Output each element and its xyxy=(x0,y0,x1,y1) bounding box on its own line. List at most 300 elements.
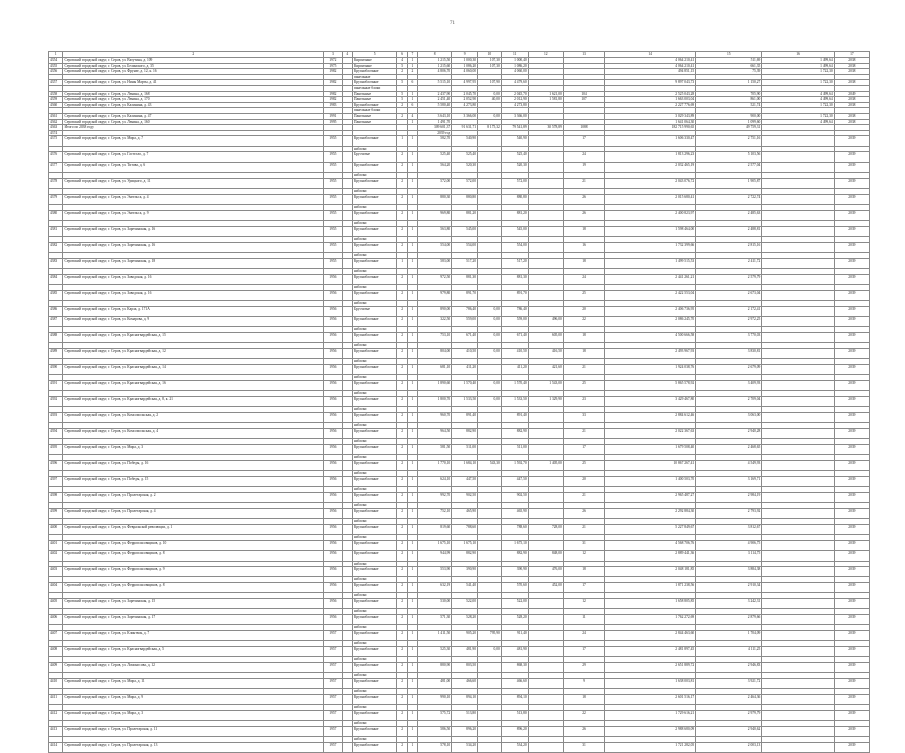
table-cell xyxy=(342,258,352,268)
table-cell: 5 xyxy=(397,91,407,97)
table-cell: 2 xyxy=(397,726,407,736)
table-cell: 2 xyxy=(397,508,407,518)
table-cell xyxy=(762,162,834,172)
table-row xyxy=(49,364,870,374)
table-cell: 25 xyxy=(563,380,604,390)
table-cell: 2 965 487,27 xyxy=(605,492,696,502)
table-cell: 2 437,90 xyxy=(418,91,452,97)
table-cell: 564,20 xyxy=(418,162,452,172)
table-cell: 1 xyxy=(407,258,417,268)
table-cell: 4357 xyxy=(49,80,63,86)
table-cell: Серовский городской округ, г. Серов, ул. Нины Марты, д. 41 xyxy=(63,80,324,86)
table-row xyxy=(49,242,870,252)
table-cell: 2 xyxy=(397,348,407,358)
table-cell: 520,30 xyxy=(452,162,478,172)
table-cell: 880,80 xyxy=(452,194,478,204)
table-cell: 5 865 578,92 xyxy=(605,380,696,390)
table-cell: 2039 xyxy=(834,726,869,736)
table-cell: 1 543,00 xyxy=(528,380,563,390)
table-cell: Серовский городской округ, г. Серов, ул. Ленина, д. 160 xyxy=(63,119,324,125)
table-cell xyxy=(762,316,834,326)
table-cell: 753,10 xyxy=(418,332,452,342)
table-cell xyxy=(762,678,834,688)
table-cell xyxy=(528,726,563,736)
table-cell: 1991 xyxy=(324,113,343,119)
table-cell: 2 xyxy=(397,599,407,609)
table-cell: наблоки xyxy=(352,173,396,179)
table-cell: 4 499,64 xyxy=(762,119,834,125)
table-cell: 1955 xyxy=(324,136,343,146)
table-cell: 2 xyxy=(397,583,407,593)
table-cell: 543,30 xyxy=(478,460,502,470)
table-cell: 2 940,62 xyxy=(696,726,762,736)
table-cell xyxy=(342,567,352,577)
table-cell: 896,20 xyxy=(501,726,528,736)
table-cell xyxy=(478,663,502,673)
table-cell: 2 979,79 xyxy=(696,710,762,720)
table-cell: 4381 xyxy=(49,226,63,236)
table-cell: 1 xyxy=(397,258,407,268)
table-cell: 2039 xyxy=(834,540,869,550)
table-cell xyxy=(528,742,563,752)
table-cell: 1956 xyxy=(324,306,343,316)
table-cell: 4 xyxy=(397,58,407,64)
table-cell: 1955 xyxy=(324,210,343,220)
table-cell: 4385 xyxy=(49,290,63,300)
table-cell: 530,00 xyxy=(418,599,452,609)
table-cell: 2 946,83 xyxy=(696,663,762,673)
table-cell: 2039 xyxy=(834,678,869,688)
table-cell: 2 xyxy=(397,524,407,534)
table-cell: Серовский городской округ, г. Серов, ул. Победы, д. 16 xyxy=(63,460,324,470)
table-cell: 1956 xyxy=(324,332,343,342)
table-cell xyxy=(528,194,563,204)
table-cell: 1 722,30 xyxy=(762,80,834,86)
table-cell: 1 086,20 xyxy=(452,63,478,69)
table-cell: 1 xyxy=(407,663,417,673)
table-cell: 2 xyxy=(397,615,407,625)
table-row xyxy=(49,599,870,609)
table-cell: Крупноблочные xyxy=(352,69,396,75)
table-cell: 1 xyxy=(407,91,417,97)
table-cell: 2 844 463,60 xyxy=(605,631,696,641)
table-cell: 513,80 xyxy=(452,710,478,720)
table-cell xyxy=(342,583,352,593)
table-cell: 1 215,60 xyxy=(418,63,452,69)
table-cell: 2039 xyxy=(834,460,869,470)
table-cell: 1 xyxy=(407,678,417,688)
table-cell xyxy=(478,210,502,220)
table-cell: 896,20 xyxy=(452,726,478,736)
table-cell: Серовский городской округ, г. Серов, ул. Ферропласовщиков, д. 9 xyxy=(63,567,324,577)
table-cell: 2039 xyxy=(834,599,869,609)
table-cell: 2039 xyxy=(834,396,869,406)
table-cell: 0,00 xyxy=(478,316,502,326)
table-cell xyxy=(478,508,502,518)
table-cell: 3 643,10 xyxy=(418,113,452,119)
table-cell: 6 xyxy=(407,80,417,86)
table-cell: 1 xyxy=(407,210,417,220)
table-cell xyxy=(342,380,352,390)
table-cell: 4379 xyxy=(49,194,63,204)
table-cell: Серовский городской округ, г. Серов, ул. Клинтвоя, д. 7 xyxy=(63,631,324,641)
table-cell: Серовский городской округ, г. Серов, ул. Заречинская, д. 16 xyxy=(63,242,324,252)
table-cell xyxy=(762,226,834,236)
table-cell: 4377 xyxy=(49,162,63,172)
table-cell: 681,10 xyxy=(418,364,452,374)
table-cell: 1 xyxy=(407,694,417,704)
table-cell: 882,90 xyxy=(501,428,528,438)
table-cell: 17 xyxy=(563,136,604,146)
table-cell: 2039 xyxy=(834,226,869,236)
table-cell: 1 xyxy=(407,710,417,720)
table-cell: 21 xyxy=(563,428,604,438)
table-cell: наблоки xyxy=(352,625,396,631)
column-header: 3 xyxy=(324,52,343,58)
table-cell: 2039 xyxy=(834,412,869,422)
table-cell: 881,20 xyxy=(501,210,528,220)
table-cell: 2 xyxy=(397,412,407,422)
table-cell: 3 366,00 xyxy=(501,113,528,119)
table-cell: 0,00 xyxy=(478,113,502,119)
table-cell xyxy=(762,178,834,188)
table-cell: 2 022 367,63 xyxy=(605,428,696,438)
table-cell: 1 xyxy=(407,742,417,752)
table-cell: 4412 xyxy=(49,710,63,720)
table-cell: Крупноблочные xyxy=(352,242,396,252)
table-cell: 624,10 xyxy=(418,476,452,486)
table-cell: 411,20 xyxy=(501,364,528,374)
table-cell: 1 722,30 xyxy=(762,113,834,119)
table-cell xyxy=(478,290,502,300)
table-cell: 4382 xyxy=(49,242,63,252)
table-cell: 2 xyxy=(397,316,407,326)
table-cell: 1 xyxy=(407,631,417,641)
table-cell: 3 884,38 xyxy=(696,567,762,577)
table-cell: 19 xyxy=(563,162,604,172)
table-cell: 0,00 xyxy=(478,348,502,358)
table-cell: 91 631,71 xyxy=(452,125,478,131)
table-cell: 2 910,34 xyxy=(696,583,762,593)
table-cell: 1 xyxy=(407,508,417,518)
table-cell: 1 813 296,23 xyxy=(605,152,696,162)
table-cell: 1956 xyxy=(324,567,343,577)
table-cell: Крупноблочные xyxy=(352,678,396,688)
table-cell: 2 984,19 xyxy=(696,492,762,502)
table-cell: 17 xyxy=(563,647,604,657)
table-cell: 0,00 xyxy=(478,306,502,316)
table-cell xyxy=(342,444,352,454)
table-cell: Крупноблочные xyxy=(352,194,396,204)
table-cell xyxy=(528,306,563,316)
column-header: 5 xyxy=(352,52,396,58)
table-cell: Итого по 2038 году xyxy=(63,125,324,131)
table-cell: Серовский городской округ, г. Серов, ул. Гастелло, д. 7 xyxy=(63,152,324,162)
table-cell: 1 722,30 xyxy=(762,102,834,108)
table-cell: 3 029 343,89 xyxy=(605,113,696,119)
table-cell: 1956 xyxy=(324,428,343,438)
table-cell: 481,90 xyxy=(452,647,478,657)
table-cell: Серовский городской округ, г. Серов, ул. Комсомольская, д. 2 xyxy=(63,412,324,422)
table-cell: 1995 xyxy=(324,119,343,125)
column-header: 10 xyxy=(478,52,502,58)
table-cell: 881,30 xyxy=(452,274,478,284)
table-row xyxy=(49,631,870,641)
table-cell: 4392 xyxy=(49,396,63,406)
table-cell: 788,60 xyxy=(452,524,478,534)
table-cell: 578,10 xyxy=(418,742,452,752)
table-cell: 1 xyxy=(407,332,417,342)
table-cell xyxy=(528,615,563,625)
table-cell: 891,40 xyxy=(501,412,528,422)
table-cell: 2 525 043,28 xyxy=(605,91,696,97)
table-cell: 1 499,64 xyxy=(762,58,834,64)
table-cell: 4401 xyxy=(49,540,63,550)
table-cell xyxy=(342,162,352,172)
table-cell: 522,00 xyxy=(452,599,478,609)
table-cell: 2 651 889,72 xyxy=(605,663,696,673)
table-cell: 902,50 xyxy=(452,492,478,502)
table-cell: 2038 xyxy=(834,69,869,75)
table-cell: 2039 xyxy=(834,178,869,188)
table-cell: 3 114,75 xyxy=(696,551,762,561)
table-cell: 4378 xyxy=(49,178,63,188)
table-cell: 1956 xyxy=(324,396,343,406)
table-cell: 2039 xyxy=(834,210,869,220)
table-cell xyxy=(762,694,834,704)
table-cell: 2 xyxy=(397,242,407,252)
table-cell xyxy=(528,444,563,454)
table-cell: 4398 xyxy=(49,492,63,502)
table-cell: 2039 xyxy=(834,476,869,486)
table-cell: 881,20 xyxy=(452,210,478,220)
table-cell: 891,40 xyxy=(452,412,478,422)
table-cell: 1 924 038,76 xyxy=(605,364,696,374)
table-cell: 5 515,10 xyxy=(418,80,452,86)
table-cell xyxy=(762,290,834,300)
table-cell: 891,70 xyxy=(501,290,528,300)
table-cell xyxy=(528,647,563,657)
table-cell: 2 481 897,45 xyxy=(605,647,696,657)
table-cell: 545,00 xyxy=(452,226,478,236)
table-cell xyxy=(478,726,502,736)
table-cell: 2039 год xyxy=(418,130,452,136)
table-cell: Крупноблочные xyxy=(352,348,396,358)
table-cell: Крупноблочные xyxy=(352,551,396,561)
table-cell xyxy=(342,460,352,470)
table-cell: 894,10 xyxy=(501,694,528,704)
table-cell: 465,90 xyxy=(452,508,478,518)
table-cell xyxy=(528,258,563,268)
table-cell: 2 579,79 xyxy=(696,274,762,284)
table-cell: 4 060,00 xyxy=(501,69,528,75)
table-cell: 541,40 xyxy=(452,583,478,593)
table-cell: наблоки xyxy=(352,487,396,493)
table-cell xyxy=(478,136,502,146)
table-cell: 788,60 xyxy=(501,524,528,534)
table-cell: 4 479,60 xyxy=(501,80,528,86)
table-cell: 4397 xyxy=(49,476,63,486)
table-cell: 5 xyxy=(397,63,407,69)
table-cell: Серовский городской округ, г. Серов, ул. Титова, д. 6 xyxy=(63,162,324,172)
table-cell xyxy=(528,631,563,641)
table-row xyxy=(49,678,870,688)
table-cell: 1982 xyxy=(324,80,343,86)
table-row xyxy=(49,476,870,486)
table-cell: 4354 xyxy=(49,58,63,64)
table-cell: 2 673,04 xyxy=(696,290,762,300)
table-cell: 1982 xyxy=(324,91,343,97)
table-cell: 882,90 xyxy=(452,551,478,561)
table-cell xyxy=(478,194,502,204)
table-cell xyxy=(342,710,352,720)
table-cell xyxy=(478,599,502,609)
table-cell: 2 xyxy=(397,444,407,454)
table-cell xyxy=(478,162,502,172)
table-cell: Крупноблочные xyxy=(352,726,396,736)
table-cell: 411,20 xyxy=(452,364,478,374)
table-cell: 1975 xyxy=(324,63,343,69)
table-cell xyxy=(762,364,834,374)
table-cell: 1 405,00 xyxy=(528,460,563,470)
table-cell: 513,80 xyxy=(501,710,528,720)
table-row xyxy=(49,194,870,204)
table-cell xyxy=(528,678,563,688)
table-cell xyxy=(762,508,834,518)
table-cell: 0,00 xyxy=(478,332,502,342)
table-cell: Серовский городской округ, г. Серов, ул. Карла, д. 171А xyxy=(63,306,324,316)
table-cell: 1957 xyxy=(324,631,343,641)
table-cell xyxy=(762,242,834,252)
table-cell: 1956 xyxy=(324,599,343,609)
table-cell: 21 xyxy=(563,178,604,188)
table-cell: 1 xyxy=(407,63,417,69)
table-row xyxy=(49,540,870,550)
table-cell: Серовский городской округ, г. Серов, ул. Мира, д. 11 xyxy=(63,678,324,688)
table-cell: 4 997,95 xyxy=(452,80,478,86)
table-cell xyxy=(478,583,502,593)
table-cell: 1 675,10 xyxy=(418,540,452,550)
column-header: 1 xyxy=(49,52,63,58)
table-cell xyxy=(762,647,834,657)
table-cell: 2 xyxy=(397,551,407,561)
table-cell: 554,00 xyxy=(452,242,478,252)
table-cell: 517,20 xyxy=(501,258,528,268)
table-row xyxy=(49,508,870,518)
table-cell: 2 751,16 xyxy=(696,136,762,146)
table-cell: Крупноблочные xyxy=(352,380,396,390)
table-cell: 4388 xyxy=(49,332,63,342)
table-cell: 525,30 xyxy=(418,647,452,657)
table-cell: Серовский городской округ, г. Серов, ул. Калинина, д. 43 xyxy=(63,102,324,108)
table-cell: 9 897 043,73 xyxy=(605,80,696,86)
table-cell: Брусчатые xyxy=(352,306,396,316)
table-cell xyxy=(342,316,352,326)
table-cell: Серовский городской округ, г. Серов, ул. Победы, д. 15 xyxy=(63,476,324,486)
table-cell xyxy=(528,274,563,284)
table-cell xyxy=(528,242,563,252)
table-cell: 4410 xyxy=(49,678,63,688)
table-cell xyxy=(762,152,834,162)
table-cell: Крупноблочные xyxy=(352,226,396,236)
table-cell xyxy=(342,476,352,486)
table-cell: наблоки xyxy=(352,503,396,509)
table-cell xyxy=(528,476,563,486)
table-cell: 1956 xyxy=(324,508,343,518)
table-cell: 2039 xyxy=(834,694,869,704)
table-row xyxy=(49,210,870,220)
table-cell: наблоки xyxy=(352,705,396,711)
table-cell: 525,40 xyxy=(452,152,478,162)
table-cell: 4400 xyxy=(49,524,63,534)
table-cell: 1 xyxy=(407,194,417,204)
table-cell: 4 xyxy=(407,113,417,119)
table-cell: 3 366,00 xyxy=(452,113,478,119)
table-cell: Крупноблочные xyxy=(352,428,396,438)
table-cell: 3 812,67 xyxy=(696,524,762,534)
table-cell xyxy=(478,258,502,268)
table-cell: 4359 xyxy=(49,97,63,103)
table-cell: 26 xyxy=(563,726,604,736)
table-cell: наблоки xyxy=(352,407,396,413)
table-cell xyxy=(762,306,834,316)
table-cell: 1 598 464,00 xyxy=(605,226,696,236)
table-cell: 563,80 xyxy=(418,226,452,236)
table-cell: 23 xyxy=(563,396,604,406)
table-cell: 18 xyxy=(563,226,604,236)
table-cell xyxy=(528,492,563,502)
table-cell xyxy=(528,178,563,188)
table-row xyxy=(49,663,870,673)
table-cell xyxy=(528,694,563,704)
table-cell: Серовский городской округ, г. Серов, ул. Красногвардейская, д. 14 xyxy=(63,364,324,374)
table-cell: 1 xyxy=(407,551,417,561)
table-cell: наблоки xyxy=(352,721,396,727)
table-cell: 1957 xyxy=(324,710,343,720)
table-row xyxy=(49,524,870,534)
table-row xyxy=(49,583,870,593)
table-cell: 1 663 003,04 xyxy=(605,97,696,103)
table-cell: 4374 xyxy=(49,130,63,136)
table-cell: Серовский городской округ, г. Серов, ул. Мира, д. 3 xyxy=(63,710,324,720)
table-cell: 1 xyxy=(407,647,417,657)
table-cell: 4396 xyxy=(49,460,63,470)
table-cell: 4393 xyxy=(49,412,63,422)
table-cell: 2039 xyxy=(834,551,869,561)
table-cell: 4375 xyxy=(49,136,63,146)
table-cell: Крупноблочные xyxy=(352,178,396,188)
table-cell: 1 606 330,47 xyxy=(605,136,696,146)
table-cell: 107,90 xyxy=(478,80,502,86)
table-cell: наблоки xyxy=(352,471,396,477)
table-cell xyxy=(342,242,352,252)
table-cell xyxy=(342,599,352,609)
table-cell: 1 xyxy=(407,290,417,300)
table-cell xyxy=(478,524,502,534)
table-cell: 1 099,60 xyxy=(696,119,762,125)
table-row xyxy=(49,316,870,326)
table-cell: 2039 xyxy=(834,492,869,502)
table-cell: 0,00 xyxy=(478,647,502,657)
table-cell: 4405 xyxy=(49,599,63,609)
table-cell: 2 488,81 xyxy=(696,226,762,236)
table-cell: 476,00 xyxy=(528,567,563,577)
table-cell: 2 xyxy=(397,306,407,316)
table-cell: 1955 xyxy=(324,258,343,268)
table-cell: 2 xyxy=(397,710,407,720)
table-cell: 868,30 xyxy=(501,663,528,673)
table-cell: 2 048 181,85 xyxy=(605,567,696,577)
